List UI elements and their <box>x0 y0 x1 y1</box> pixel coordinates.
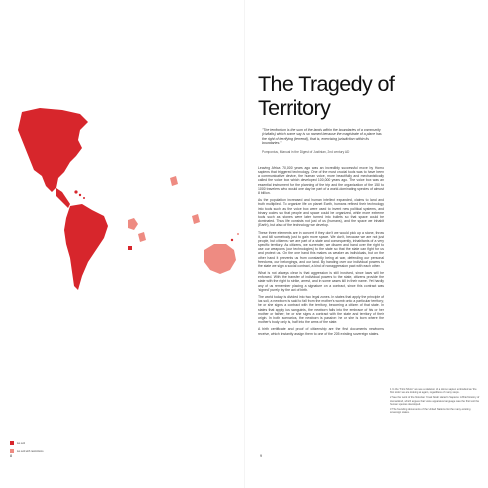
map-region-australia <box>204 244 236 274</box>
legend-item-ius-soli <box>10 440 130 446</box>
footnote: 1 In the "First Shots" we see a skeleton of a Homo sapien embodied as 'the first tools' we are looking at again, regardless of many steps. <box>390 388 477 395</box>
legend-swatch-light <box>10 449 14 453</box>
map-region-pacific-1 <box>231 239 233 241</box>
footnote: 3 The founding documents of the United Nations list the many existing sovereign states. <box>390 408 471 415</box>
legend-label: ius soli <box>17 441 25 445</box>
map-legend <box>10 440 130 456</box>
map-region-south-america <box>64 204 108 290</box>
footnote: 2 See the work of the historian Yuval Noah Harari's Sapiens: A Brief History of Humankind, which argues that voice apparatus language was the first tool the human species developed. <box>390 396 480 406</box>
page-title: The Tragedy of Territory <box>258 72 395 120</box>
map-region-seasia-light <box>192 214 200 224</box>
body-paragraph: Leaving Africa 70,000 years ago was an incredibly successful move by Homo sapiens that triggered technology. One of the most crucial tools was to have been a communicative device, the human voice, more beautifully and mechanistically called the voice box which developed 100,000 years ago. The voice box was an essential instrument for the planning of the trip and the organization of the 150 to 1000 travelers who would one day be part of a world-dominating species of almost 8 billion. <box>258 166 384 195</box>
epigraph-quote: "The territorium is the sum of the lands within the boundaries of a community (civitatis) which some say is so named because the magistrate of a place has the right of terrifying (terrendi), that is, exercising jurisdiction within its boundaries." <box>262 128 382 146</box>
body-paragraph: What is not always clear is that aggression is still involved, since laws will be enforced. With the transfer of individual powers to the state, citizens provide the state with the right to strike, arrest, and in some cases kill in their name. Yet hardly any of us remember placing a signature on a contract, since this contract was 'signed' purely by the act of birth. <box>258 271 384 292</box>
legend-item-ius-soli-restricted <box>10 448 130 454</box>
page-gutter <box>244 0 245 488</box>
body-paragraph: As the population increased and human intellect expanded, claims to land and truth multiplied. To organize life on planet Earth, humans refined their technology into tools such as the voice box were used to invent new political systems, and binary codes so that people and space could be organized, while more extreme tools such as stones were later turned into bullets so that space could be dominated. Thus life consists not just of us (humans), and the space we inhabit (Earth), but also of the technology we develop. <box>258 198 384 228</box>
world-map <box>0 100 240 300</box>
right-page-number: 9 <box>260 454 262 458</box>
body-text <box>258 166 384 339</box>
map-region-caribbean-2 <box>79 194 81 196</box>
body-paragraph: These three elements are in concert if they don't we would pick up a stone, throw it, and kill somebody just to gain more space. We don't, because we are not just people, but citizens: we are part of a state and consequently, inhabitants of a very specific territory. As citizens, we surrender, we disarm and hand over the right to use our weapons (our technologies) to the state so that the state can fight for us and protect us. On the one hand this makes us weaker as individuals, but on the other hand it prevents us from constantly being at war, defending our personal freedoms, our belongings, and our land. By handing over our individual powers to the state we sign a social contract, a kind of nonaggression pact with each other. <box>258 230 384 268</box>
map-region-central-america <box>56 188 70 208</box>
map-region-africa-light-2 <box>138 232 146 242</box>
footnotes <box>390 388 480 416</box>
map-region-africa-dark <box>128 246 132 250</box>
left-page-number: 8 <box>10 454 12 458</box>
body-paragraph: The world today is divided into two legal zones. In states that apply the principle of ius soli, a newborn is said to fall from the mother's womb onto a particular territory; he or she signs a contract with the territory, becoming a citizen of that state. In states that apply ius sanguinis, the newborn falls into the embrace of his or her mother or father; he or she signs a contract with the state and territory of their origin. In both scenarios, the newborn is passive: he or she is born where the mother's body only is, half into the arms of the state. <box>258 295 384 325</box>
map-region-north-america <box>18 108 88 192</box>
legend-swatch-dark <box>10 441 14 445</box>
map-region-africa-light-1 <box>128 218 138 230</box>
map-region-pakistan-light <box>170 176 178 186</box>
map-region-caribbean-3 <box>83 197 85 199</box>
map-region-caribbean-1 <box>74 190 77 193</box>
body-paragraph: A birth certificate and proof of citizenship are the first documents newborns receive, which instantly assign them to one of the 205 existing sovereign states. <box>258 327 384 336</box>
map-region-pacific-2 <box>237 233 239 235</box>
epigraph-source: Pomponius, Manual in the Digest of Justinian, 2nd century AD <box>262 150 350 154</box>
legend-label: ius soli with restrictions <box>17 449 44 453</box>
